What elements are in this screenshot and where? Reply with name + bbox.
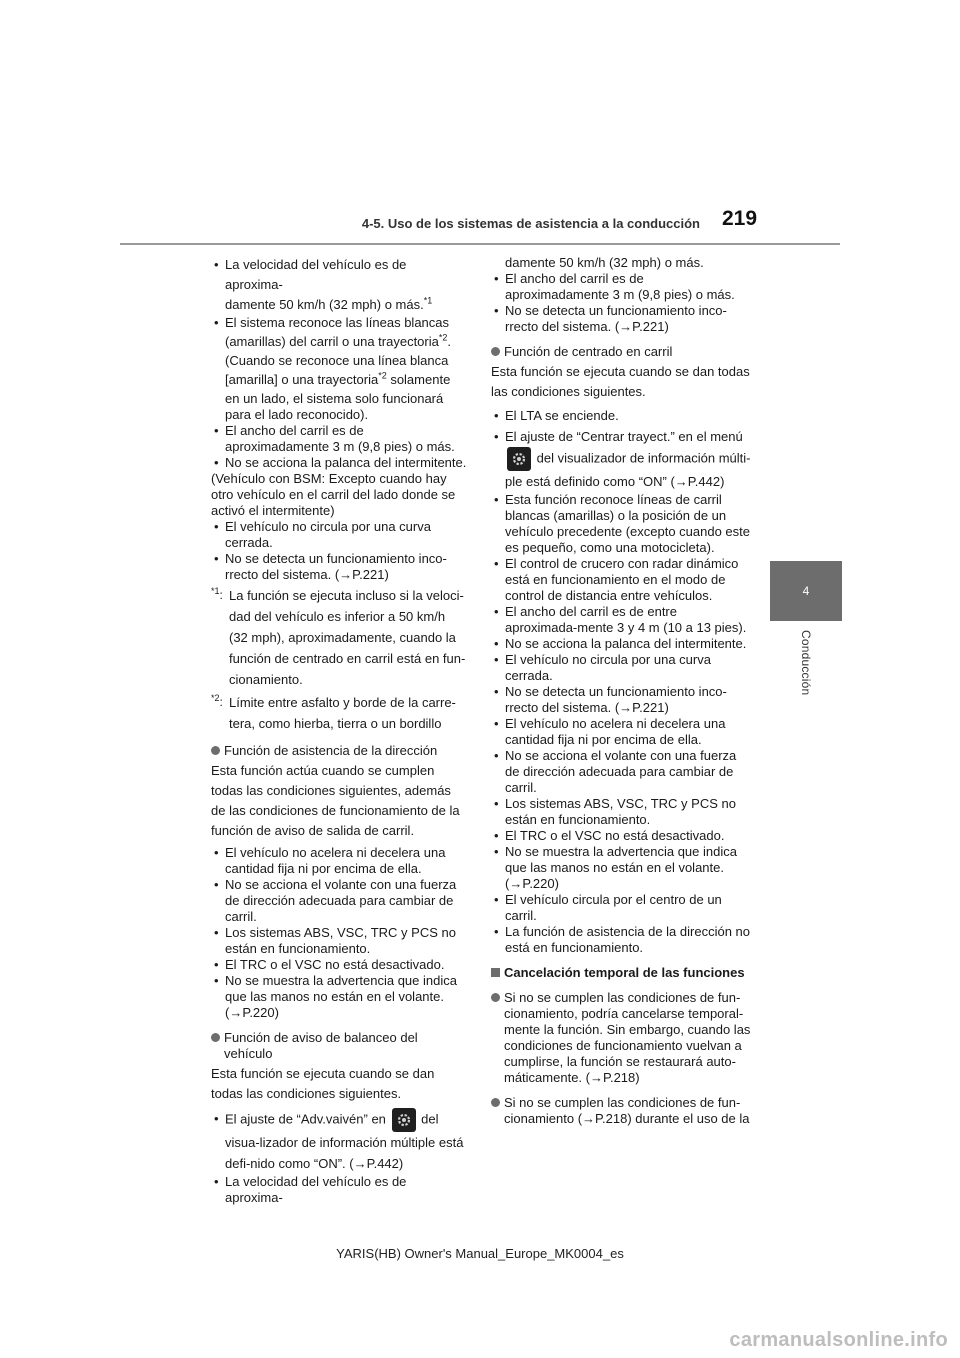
list-item-continued: damente 50 km/h (32 mph) o más. <box>505 255 704 270</box>
gear-icon <box>392 1108 416 1132</box>
list-item: • No se muestra la advertencia que indica que las manos no están en el volante. (→P.220) <box>491 844 751 892</box>
list-item: • La velocidad del vehículo es de aproxima- damente 50 km/h (32 mph) o más.$^{*1}$ <box>211 255 467 315</box>
page-number: 219 <box>722 207 758 230</box>
section-heading: Función de aviso de balanceo del vehículo <box>211 1030 467 1062</box>
list-item: • El vehículo no acelera ni decelera una cantidad fija ni por encima de ella. <box>211 845 467 877</box>
list-item: • El control de crucero con radar dinámico está en funcionamiento en el modo de control de distancia entre vehículos. <box>491 556 751 604</box>
paragraph: (Vehículo con BSM: Excepto cuando hay otro vehículo en el carril del lado donde se activó el intermitente) <box>211 471 456 518</box>
paragraph: Si no se cumplen las condiciones de fun-cionamiento, podría cancelarse temporal-mente la función. Sin embargo, cuando las condiciones de funcionamiento vuelvan a cumplirse, la función se restaurará auto-máticamente. (→P.218) <box>491 990 751 1086</box>
list-item: • El sistema reconoce las líneas blancas (amarillas) del carril o una trayectoria$^{*2}$. (Cuando se reconoce una línea blanca [amarilla] o una trayectoria$^{*2}$ solamente en un lado, el sistema solo funcionará para el lado reconocido). <box>211 315 467 423</box>
list-item: • No se acciona el volante con una fuerza de dirección adecuada para cambiar de carril. <box>211 877 467 925</box>
footnote: $^{*1}$: La función se ejecuta incluso si la veloci-dad del vehículo es inferior a 50 km/h (32 mph), aproximadamente, cuando la función de centrado en carril está en fun-cionamiento. <box>211 586 466 687</box>
list-item: • No se detecta un funcionamiento inco-rrecto del sistema. (→P.221) <box>491 684 751 716</box>
list-item: • Los sistemas ABS, VSC, TRC y PCS no están en funcionamiento. <box>211 925 467 957</box>
list-item: • El vehículo no acelera ni decelera una cantidad fija ni por encima de ella. <box>491 716 751 748</box>
gear-icon <box>507 447 531 471</box>
list-item: • La función de asistencia de la dirección no está en funcionamiento. <box>491 924 751 956</box>
section-title: 4-5. Uso de los sistemas de asistencia a la conducción <box>361 216 700 231</box>
list-item: • El TRC o el VSC no está desactivado. <box>211 957 467 973</box>
list-item: • No se detecta un funcionamiento inco-rrecto del sistema. (→P.221) <box>211 551 467 583</box>
list-item: • El ancho del carril es de aproximadamente 3 m (9,8 pies) o más. <box>491 271 751 303</box>
list-item: • La velocidad del vehículo es de aproxima- <box>211 1174 467 1206</box>
list-item: • No se muestra la advertencia que indica que las manos no están en el volante. (→P.220) <box>211 973 467 1021</box>
paragraph: Esta función se ejecuta cuando se dan todas las condiciones siguientes. <box>211 1066 435 1101</box>
list-item: • El ajuste de “Adv.vaivén” en del visua-lizador de información múltiple está defi-nido como “ON”. (→P.442) <box>211 1108 467 1174</box>
section-heading: Cancelación temporal de las funciones <box>491 965 751 981</box>
paragraph: Esta función se ejecuta cuando se dan todas las condiciones siguientes. <box>491 364 750 399</box>
list-item: • Esta función reconoce líneas de carril blancas (amarillas) o la posición de un vehículo precedente (excepto cuando este es pequeño, como una motocicleta). <box>491 492 751 556</box>
list-item: • El vehículo no circula por una curva cerrada. <box>491 652 751 684</box>
chapter-tab-label: Conducción <box>799 630 813 696</box>
list-item: • No se acciona el volante con una fuerza de dirección adecuada para cambiar de carril. <box>491 748 751 796</box>
header-divider <box>120 243 840 245</box>
list-item: • El LTA se enciende. <box>491 406 751 426</box>
list-item: • El TRC o el VSC no está desactivado. <box>491 828 751 844</box>
right-column <box>491 255 751 1129</box>
left-column <box>211 255 467 1206</box>
list-item: • No se detecta un funcionamiento inco-rrecto del sistema. (→P.221) <box>491 303 751 335</box>
footnote: $^{*2}$: Límite entre asfalto y borde de la carre-tera, como hierba, tierra o un bordillo <box>211 693 456 731</box>
list-item: • El ancho del carril es de aproximadamente 3 m (9,8 pies) o más. <box>211 423 467 455</box>
chapter-tab[interactable]: 4 <box>770 561 842 621</box>
list-item: • El ancho del carril es de entre aproximada-mente 3 y 4 m (10 a 13 pies). <box>491 604 751 636</box>
paragraph: Si no se cumplen las condiciones de fun-cionamiento (→P.218) durante el uso de la <box>491 1095 751 1127</box>
list-item: • El ajuste de “Centrar trayect.” en el menú del visualizador de información múlti-ple está definido como “ON” (→P.442) <box>491 426 751 492</box>
page-footer: YARIS(HB) Owner's Manual_Europe_MK0004_es <box>336 1246 624 1261</box>
list-item: • No se acciona la palanca del intermitente. <box>491 636 751 652</box>
watermark: carmanualsonline.info <box>729 1329 948 1351</box>
paragraph: Esta función actúa cuando se cumplen todas las condiciones siguientes, además de las condiciones de funcionamiento de la función de aviso de salida de carril. <box>211 763 460 838</box>
section-heading: Función de centrado en carril <box>491 344 751 360</box>
list-item: • El vehículo no circula por una curva cerrada. <box>211 519 467 551</box>
section-heading: Función de asistencia de la dirección <box>211 743 467 759</box>
list-item: • El vehículo circula por el centro de un carril. <box>491 892 751 924</box>
list-item: • Los sistemas ABS, VSC, TRC y PCS no están en funcionamiento. <box>491 796 751 828</box>
list-item: • No se acciona la palanca del intermitente. <box>211 455 467 471</box>
